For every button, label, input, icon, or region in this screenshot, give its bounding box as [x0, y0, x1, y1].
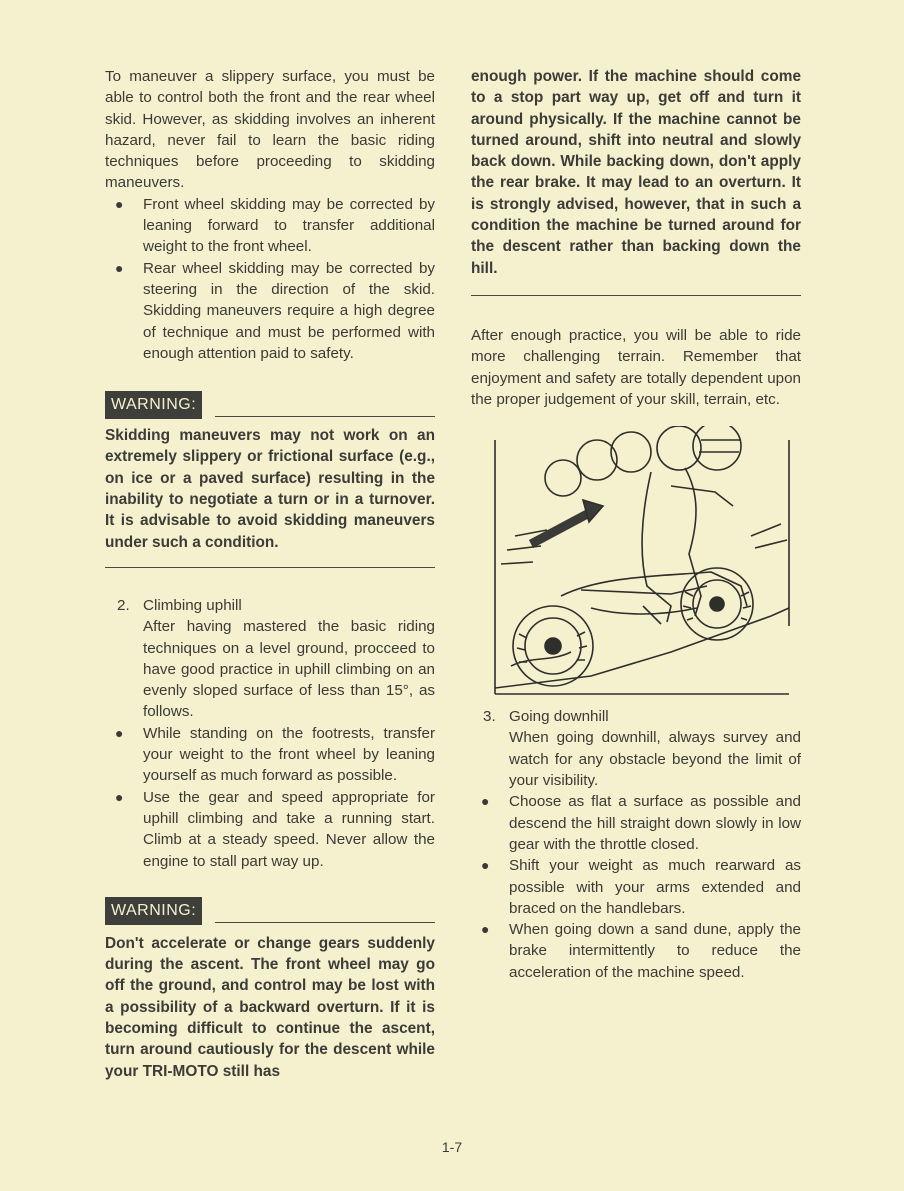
downhill-bullets — [471, 791, 801, 983]
warning-text: Don't accelerate or change gears suddenly during the ascent. The front wheel may go off the ground, and control may be lost with a possibility of a backward overturn. If it is becoming difficult to continue the ascent, turn around cautiously for the descent while your TRI-MOTO still has — [105, 934, 435, 1080]
skidding-intro: To maneuver a slippery surface, you must be able to control both the front and the rear wheel skid. However, as skidding involves an inherent hazard, never fail to learn the basic riding techniques before proceeding to skidding maneuvers. — [105, 68, 435, 192]
section-title: Climbing uphill — [143, 596, 242, 614]
warning-label: WARNING: — [105, 897, 202, 925]
section-number: 2. — [117, 596, 130, 614]
section-text: After having mastered the basic riding techniques on a level ground, procceed to have good practice in uphill climbing on an evenly sloped surface of less than 15°, as follows. — [143, 618, 435, 721]
divider — [471, 295, 801, 296]
divider — [215, 416, 435, 417]
warning-header — [105, 391, 435, 421]
bullet-icon: ● — [115, 788, 124, 805]
section-title: Going downhill — [509, 708, 609, 726]
list-item: ● Front wheel skidding may be corrected by leaning forward to transfer additional weight to the front wheel. — [115, 195, 435, 256]
bullet-icon: ● — [481, 793, 490, 810]
bullet-icon: ● — [481, 921, 490, 938]
bullet-icon: ● — [115, 259, 124, 276]
list-item: ● Use the gear and speed appropriate for uphill climbing and take a running start. Climb at a steady speed. Never allow the engine to stall part way up. — [115, 788, 435, 870]
left-column — [105, 62, 435, 1082]
practice-text: After enough practice, you will be able to ride more challenging terrain. Remember that enjoyment and safety are totally dependent upon the proper judgement of your skill, terrain, etc. — [471, 326, 801, 408]
list-item: ● Shift your weight as much rearward as possible with your arms extended and braced on the handlebars. — [481, 857, 801, 917]
uphill-bullets — [105, 723, 435, 872]
uphill-climbing-illustration — [471, 426, 801, 698]
section-heading — [471, 706, 801, 727]
warning-text-continued: enough power. If the machine should come to a stop part way up, get off and turn it around physically. If the machine cannot be turned around, shift into neutral and slowly back down. While backing down, don't apply the rear brake. It may lead to an overturn. It is strongly advised, however, that in such a condition the machine be turned around for the descent rather than backing down the hill. — [471, 68, 801, 277]
section-text: When going downhill, always survey and watch for any obstacle beyond the limit of your visibility. — [509, 729, 801, 790]
warning-label: WARNING: — [105, 391, 202, 419]
warning-header — [105, 897, 435, 927]
section-number: 3. — [483, 708, 496, 726]
rider-climbing-hill-icon — [471, 426, 801, 698]
page-number: 1-7 — [441, 1139, 463, 1155]
divider — [215, 922, 435, 923]
skidding-bullets — [105, 194, 435, 364]
list-item: ● Choose as flat a surface as possible and descend the hill straight down slowly in low gear with the throttle closed. — [481, 793, 801, 853]
list-item: ● While standing on the footrests, transfer your weight to the front wheel by leaning yourself as much forward as possible. — [115, 724, 435, 785]
right-column — [471, 62, 801, 983]
bullet-icon: ● — [481, 857, 490, 874]
bullet-icon: ● — [115, 195, 124, 212]
list-item: ● Rear wheel skidding may be corrected by steering in the direction of the skid. Skidding maneuvers require a high degree of technique and must be performed with enough attention paid to safety. — [115, 259, 435, 362]
list-item: ● When going down a sand dune, apply the brake intermittently to reduce the acceleration of the machine speed. — [481, 921, 801, 981]
warning-text: Skidding maneuvers may not work on an extremely slippery or frictional surface (e.g., on ice or a paved surface) resulting in the inability to negotiate a turn or in a turnover. It is advisable to avoid skidding maneuvers under such a condition. — [105, 427, 435, 551]
section-heading — [105, 595, 435, 616]
bullet-icon: ● — [115, 724, 124, 741]
divider — [105, 567, 435, 568]
